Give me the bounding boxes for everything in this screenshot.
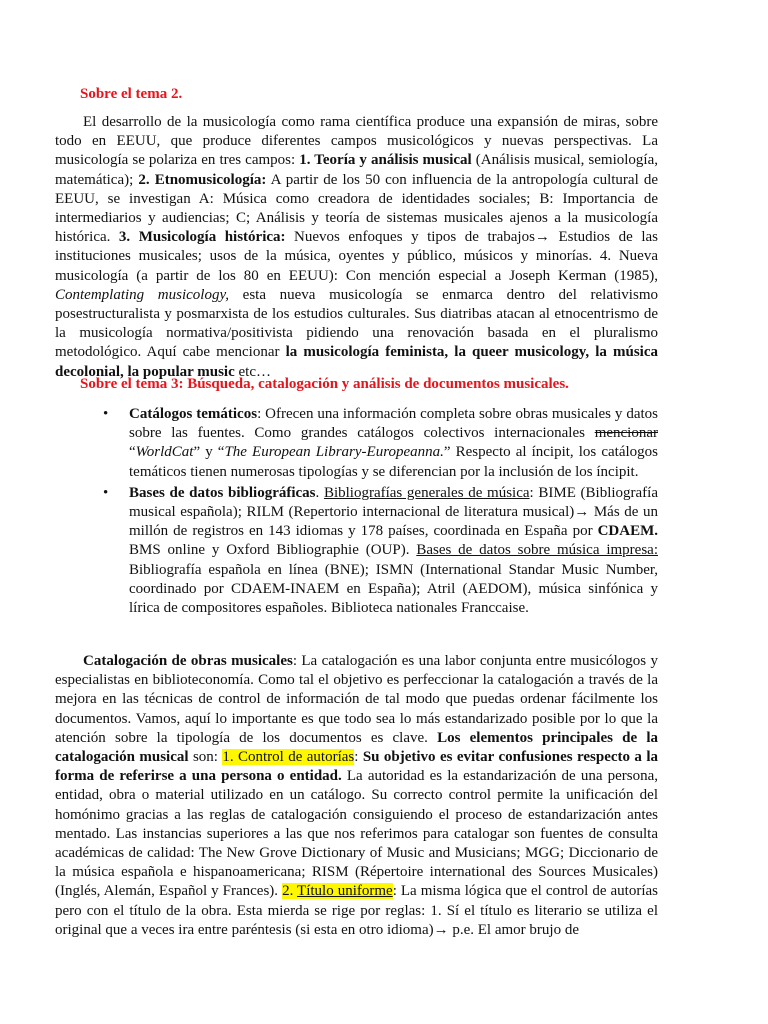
text-run: BMS online y Oxford Bibliographie (OUP). — [129, 542, 417, 559]
text-run: : — [354, 749, 363, 766]
paragraph-tema-2 — [55, 113, 658, 382]
bold-run: CDAEM. — [597, 523, 658, 540]
highlighted-run: 2. — [282, 883, 298, 900]
text-run: “ — [129, 444, 136, 461]
bold-run: 2. Etnomusicología: — [138, 171, 267, 188]
bold-run: Catalogación de obras musicales — [83, 653, 293, 669]
italic-run: Contemplating musicology, — [55, 286, 230, 303]
text-run: . — [315, 484, 324, 501]
text-run: : BIME (Bibliografía musical española); RILM (Repertorio internacional de literatura musical)→ Más de un millón de registros en 143 idiomas y 178 países, coordinada en España por — [129, 484, 659, 540]
bold-run: 1. Teoría y análisis musical — [299, 152, 472, 169]
text-run: esta nueva musicología se enmarca dentro del relativismo posestructuralista y posmarxista de los estudios culturales. Sus diatribas atacan al etnocentrismo de la musicología normativa/positivista pidiendo una renovación basada en el pluralismo metodológico. Aquí cabe mencionar — [55, 286, 658, 361]
text-run: (Análisis musical, semiología, matemática); — [55, 152, 659, 188]
bold-run: Catálogos temáticos — [129, 406, 258, 422]
text-run: Bibliografía española en línea (BNE); ISMN (International Standar Music Number, coordinado por CDAEM-INAEM en España); Atril (AEDOM), música sinfónica y lírica de compositores españoles. Biblioteca nationales Franccaise. — [129, 561, 658, 617]
text-run: etc… — [234, 363, 271, 380]
bullet-list — [103, 405, 659, 620]
underlined-run: Bibliografías generales de música — [323, 484, 530, 501]
text-run: ” Respecto al íncipit, los catálogos temáticos tienen numerosas tipologías y se diferencian por la inclusión de los íncipit. — [129, 444, 658, 480]
highlighted-run: Título uniforme — [297, 883, 393, 900]
text-run: La autoridad es la estandarización de una persona, entidad, obra o material utilizado en un catálogo. Su correcto control permite la unificación del homónimo gracias a las reglas de catalogación consiguiendo el proceso de estandarización antes mentado. Las instancias superiores a las que nos referimos para catalogar son fuentes de consulta académicas de calidad: The New Grove Dictionary of Music and Musicians; MGG; Diccionario de la música española e hispanoamericana; RISM (Répertoire international des Sources Musicales) (Inglés, Alemán, Español y Frances). — [55, 768, 659, 900]
highlighted-run: 1. Control de autorías — [222, 749, 355, 766]
text-run: son: — [188, 749, 223, 766]
text-run: : La misma lógica que el control de autorías pero con el título de la obra. Esta mierda se rige por reglas: 1. Sí el título es literario se utiliza el original que a veces ira entre paréntesis (si esta en otro idioma)→ p.e. El amor brujo de — [55, 883, 658, 938]
bold-run: Bases de datos bibliográficas — [129, 484, 316, 501]
text-run: ” y “ — [193, 444, 225, 461]
bold-run: la musicología feminista, la queer musicology, la música decolonial, la popular music — [55, 344, 658, 380]
bullet-text — [129, 406, 658, 480]
strikethrough-run: mencionar — [594, 425, 658, 442]
bold-run: 3. Musicología histórica: — [118, 229, 286, 246]
text-run: El desarrollo de la musicología como rama científica produce una expansión de miras, sobre todo en EEUU, que produce diferentes campos musicológicos y nuevas perspectivas. La musicología se polariza en tres campos: — [55, 114, 658, 169]
underlined-run: Bases de datos sobre música impresa: — [416, 542, 658, 559]
bullet-icon: • — [103, 406, 109, 422]
bold-run: Los elementos principales de la catalogación musical — [55, 729, 658, 766]
heading-tema-3: Sobre el tema 3: Búsqueda, catalogación y análisis de documentos musicales. — [80, 376, 569, 392]
text-run: : Ofrecen una información completa sobre obras musicales y datos sobre las fuentes. Como grandes catálogos colectivos internacionales — [129, 406, 659, 442]
heading-tema-2: Sobre el tema 2. — [80, 86, 183, 102]
italic-run: WorldCat — [135, 444, 194, 461]
text-run: Nuevos enfoques y tipos de trabajos→ Estudios de las instituciones musicales; usos de la música, oyentes y público, músicos y minorías. 4. Nueva musicología (a partir de los 80 en EEUU): Con mención especial a Joseph Kerman (1985), — [55, 229, 658, 284]
bullet-item-bases-datos — [103, 484, 659, 618]
bold-run: Su objetivo es evitar confusiones respecto a la forma de referirse a una persona o entidad. — [55, 749, 658, 785]
bullet-icon: • — [103, 484, 109, 501]
bullet-item-catalogos — [103, 405, 659, 482]
paragraph-catalogacion — [55, 652, 658, 940]
bullet-text — [129, 485, 658, 616]
italic-run: The European Library-Europeanna. — [224, 444, 444, 461]
text-run: A partir de los 50 con influencia de la antropología cultural de EEUU, se investigan A: Música como creadora de identidades sociales; B: Importancia de intermediarios y audiencias; C; Análisis y teoría de sistemas musicales ajenos a la musicología histórica. — [55, 171, 658, 246]
text-run: : La catalogación es una labor conjunta entre musicólogos y especialistas en biblioteconomía. Como tal el objetivo es perfeccionar la catalogación a través de la mejora en las técnicas de control de información de tal modo que puedas ordenar fácilmente los documentos. Vamos, aquí lo importante es que todo sea lo más estandarizado posible por lo que la atención sobre la tipología de los documentos es clave. — [55, 653, 659, 746]
